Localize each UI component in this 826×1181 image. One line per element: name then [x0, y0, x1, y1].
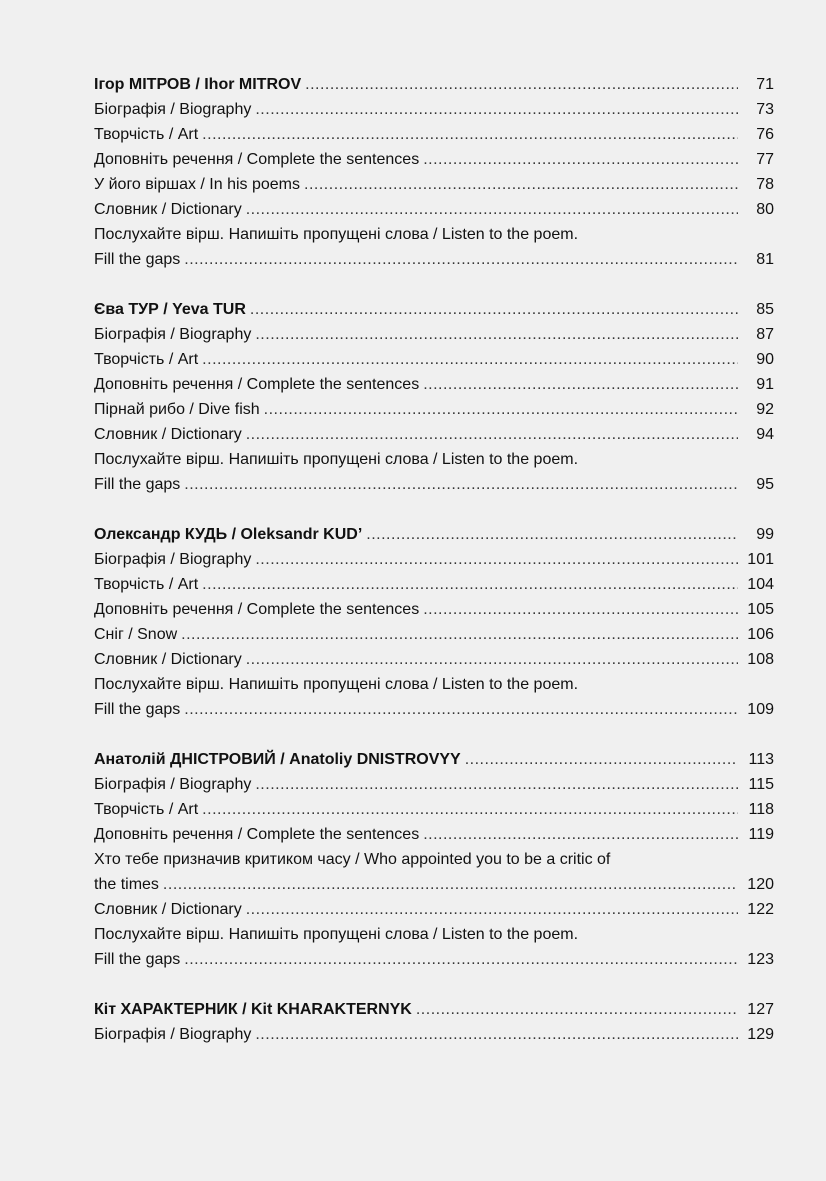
entry-title-line2: Fill the gaps [94, 951, 181, 968]
toc-entry[interactable] [94, 572, 774, 597]
toc-entry[interactable] [94, 822, 774, 847]
entry-title-line2: the times [94, 876, 159, 893]
page-number: 101 [747, 551, 774, 568]
toc-entry[interactable] [94, 97, 774, 122]
entry-title: Біографія / Biography [94, 101, 252, 118]
toc-entry-wrapped[interactable] [94, 922, 774, 972]
page-number: 85 [756, 301, 774, 318]
dot-leader [246, 897, 738, 922]
entry-title-line2: Fill the gaps [94, 251, 181, 268]
author-entry[interactable] [94, 997, 774, 1022]
entry-title: Доповніть речення / Complete the sentences [94, 826, 420, 843]
dot-leader [305, 72, 738, 97]
dot-leader [246, 422, 738, 447]
toc-entry[interactable] [94, 147, 774, 172]
toc-section [94, 72, 774, 272]
toc-section [94, 747, 774, 972]
toc-entry[interactable] [94, 347, 774, 372]
entry-title: Доповніть речення / Complete the sentences [94, 601, 420, 618]
page-number: 99 [756, 526, 774, 543]
toc-entry[interactable] [94, 172, 774, 197]
page-number: 73 [756, 101, 774, 118]
entry-title: Словник / Dictionary [94, 201, 242, 218]
page-number: 80 [756, 201, 774, 218]
entry-title: Словник / Dictionary [94, 901, 242, 918]
dot-leader [423, 372, 738, 397]
entry-title: Словник / Dictionary [94, 426, 242, 443]
page-number: 120 [747, 876, 774, 893]
entry-title: Творчість / Art [94, 351, 199, 368]
toc-entry[interactable] [94, 422, 774, 447]
toc-entry[interactable] [94, 797, 774, 822]
dot-leader [246, 647, 738, 672]
page-number: 95 [756, 476, 774, 493]
toc-entry[interactable] [94, 372, 774, 397]
entry-title: Пірнай рибо / Dive fish [94, 401, 260, 418]
dot-leader [264, 397, 738, 422]
dot-leader [202, 572, 738, 597]
page-number: 87 [756, 326, 774, 343]
toc-entry[interactable] [94, 397, 774, 422]
entry-title: Біографія / Biography [94, 1026, 252, 1043]
entry-title-line1: Послухайте вірш. Напишіть пропущені слова / Listen to the poem. [94, 226, 579, 243]
toc-entry[interactable] [94, 647, 774, 672]
entry-title: Біографія / Biography [94, 551, 252, 568]
author-name: Анатолій ДНІСТРОВИЙ / Anatoliy DNISTROVYY [94, 751, 461, 768]
toc-entry[interactable] [94, 772, 774, 797]
dot-leader [255, 1022, 738, 1047]
page-number: 123 [747, 951, 774, 968]
page-number: 113 [748, 751, 774, 768]
page-number: 122 [747, 901, 774, 918]
dot-leader [304, 172, 738, 197]
dot-leader [184, 247, 738, 272]
entry-title: Біографія / Biography [94, 776, 252, 793]
dot-leader [202, 122, 738, 147]
toc-entry[interactable] [94, 122, 774, 147]
dot-leader [184, 472, 738, 497]
page-number: 115 [748, 776, 774, 793]
page-number: 91 [756, 376, 774, 393]
page-number: 94 [756, 426, 774, 443]
dot-leader [246, 197, 738, 222]
page-number: 92 [756, 401, 774, 418]
page-number: 71 [756, 76, 774, 93]
dot-leader [250, 297, 738, 322]
entry-title: Творчість / Art [94, 126, 199, 143]
page-number: 77 [756, 151, 774, 168]
entry-title-line1: Послухайте вірш. Напишіть пропущені слова / Listen to the poem. [94, 926, 579, 943]
entry-title: Біографія / Biography [94, 326, 252, 343]
page-number: 118 [748, 801, 774, 818]
dot-leader [184, 947, 738, 972]
page-number: 106 [747, 626, 774, 643]
author-entry[interactable] [94, 297, 774, 322]
dot-leader [423, 822, 738, 847]
dot-leader [423, 147, 738, 172]
toc-entry[interactable] [94, 322, 774, 347]
page-number: 108 [747, 651, 774, 668]
page-number: 76 [756, 126, 774, 143]
dot-leader [366, 522, 738, 547]
entry-title: Доповніть речення / Complete the sentences [94, 376, 420, 393]
page-number: 81 [756, 251, 774, 268]
toc-entry[interactable] [94, 547, 774, 572]
dot-leader [255, 322, 738, 347]
dot-leader [255, 547, 738, 572]
page-number: 78 [756, 176, 774, 193]
dot-leader [465, 747, 738, 772]
dot-leader [416, 997, 738, 1022]
page-number: 109 [747, 701, 774, 718]
dot-leader [181, 622, 738, 647]
toc-entry[interactable] [94, 197, 774, 222]
entry-title: Творчість / Art [94, 576, 199, 593]
toc-section [94, 997, 774, 1047]
page-number: 104 [747, 576, 774, 593]
dot-leader [423, 597, 738, 622]
dot-leader [255, 97, 738, 122]
page-number: 105 [747, 601, 774, 618]
dot-leader [184, 697, 738, 722]
author-name: Олександр КУДЬ / Oleksandr KUD’ [94, 526, 363, 543]
toc-entry[interactable] [94, 622, 774, 647]
dot-leader [202, 797, 738, 822]
toc-entry[interactable] [94, 1022, 774, 1047]
entry-title: У його віршах / In his poems [94, 176, 301, 193]
dot-leader [202, 347, 738, 372]
author-entry[interactable] [94, 522, 774, 547]
dot-leader [255, 772, 738, 797]
toc-entry-wrapped[interactable] [94, 222, 774, 272]
entry-title: Словник / Dictionary [94, 651, 242, 668]
entry-title: Творчість / Art [94, 801, 199, 818]
toc-section [94, 297, 774, 497]
toc-entry[interactable] [94, 897, 774, 922]
toc-section [94, 522, 774, 722]
entry-title-line2: Fill the gaps [94, 476, 181, 493]
table-of-contents [94, 72, 774, 1072]
page-number: 119 [748, 826, 774, 843]
dot-leader [163, 872, 738, 897]
author-name: Єва ТУР / Yeva TUR [94, 301, 246, 318]
page-number: 127 [747, 1001, 774, 1018]
toc-entry-wrapped[interactable] [94, 447, 774, 497]
author-entry[interactable] [94, 747, 774, 772]
author-name: Кіт ХАРАКТЕРНИК / Kit KHARAKTERNYK [94, 1001, 412, 1018]
toc-entry-wrapped[interactable] [94, 847, 774, 897]
toc-entry[interactable] [94, 597, 774, 622]
toc-entry-wrapped[interactable] [94, 672, 774, 722]
page-number: 129 [747, 1026, 774, 1043]
entry-title: Доповніть речення / Complete the sentences [94, 151, 420, 168]
author-entry[interactable] [94, 72, 774, 97]
entry-title-line2: Fill the gaps [94, 701, 181, 718]
page-number: 90 [756, 351, 774, 368]
entry-title-line1: Послухайте вірш. Напишіть пропущені слова / Listen to the poem. [94, 451, 579, 468]
entry-title-line1: Хто тебе призначив критиком часу / Who appointed you to be a critic of [94, 851, 611, 868]
author-name: Ігор МІТРОВ / Ihor MITROV [94, 76, 302, 93]
entry-title: Сніг / Snow [94, 626, 178, 643]
entry-title-line1: Послухайте вірш. Напишіть пропущені слова / Listen to the poem. [94, 676, 579, 693]
